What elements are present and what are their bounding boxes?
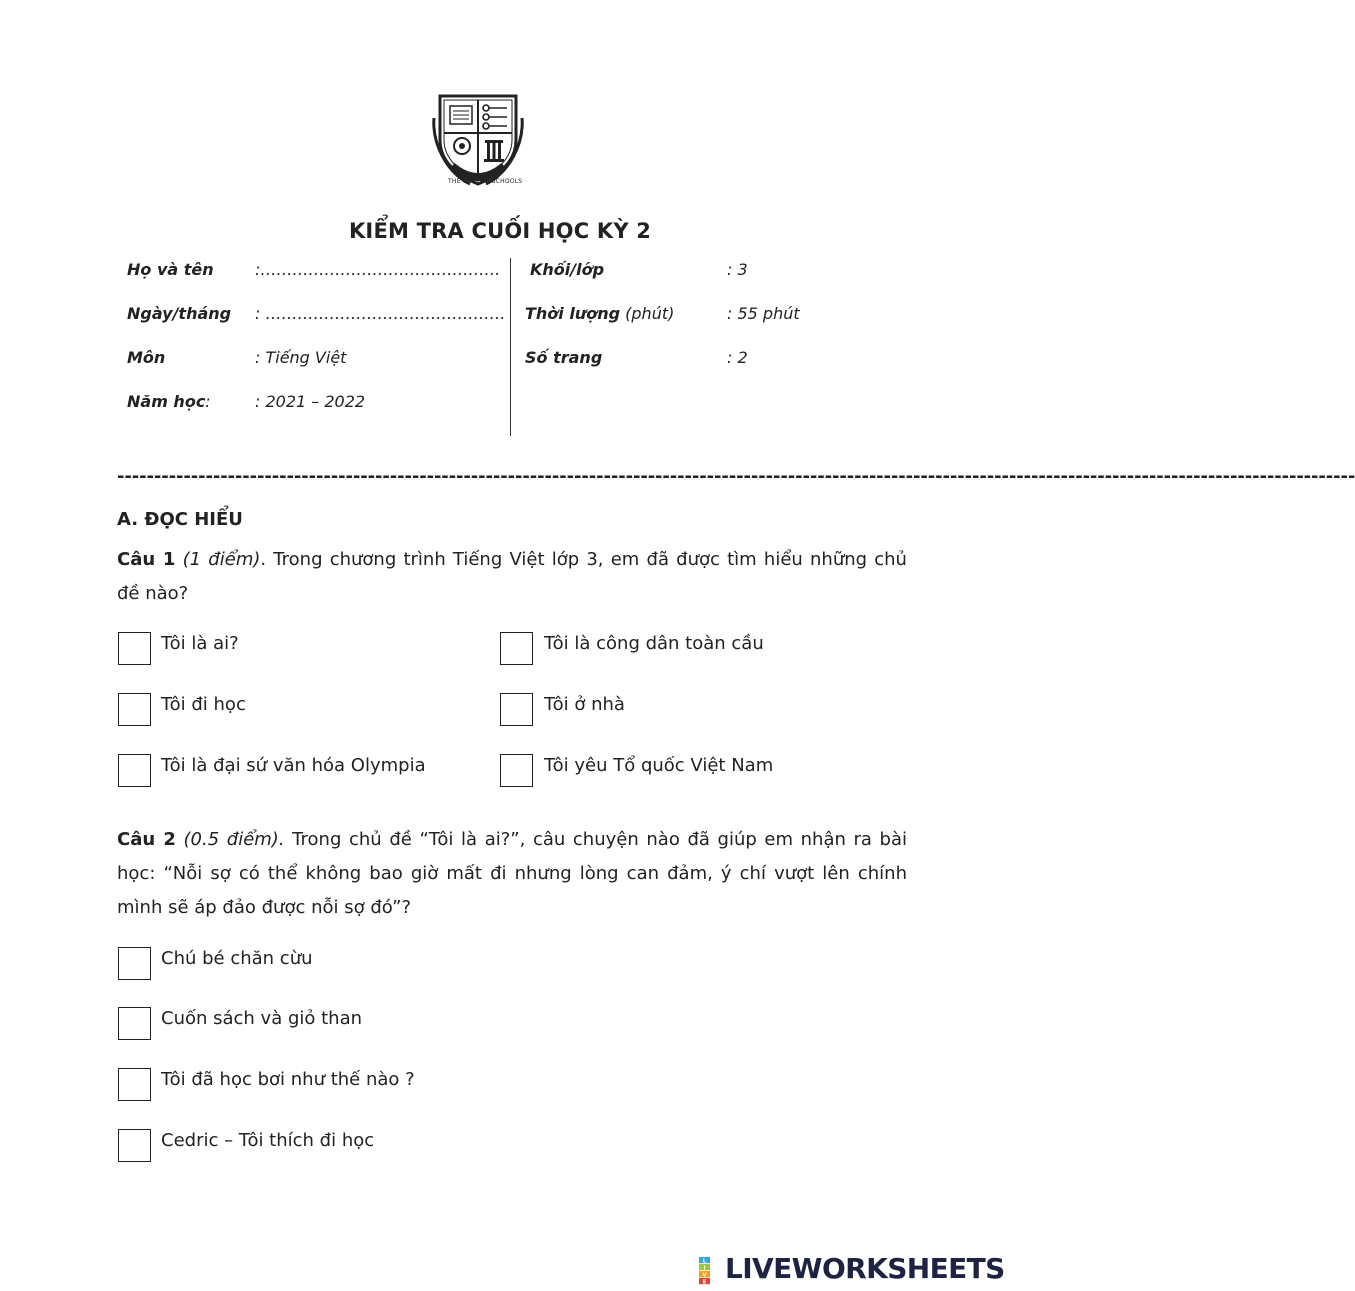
q1-option-3-checkbox[interactable] [118,693,151,726]
subject-value: : Tiếng Việt [255,348,347,367]
question-2-label: Câu 2 [117,829,176,850]
section-a-title: A. ĐỌC HIỂU [117,509,243,530]
pages-label: Số trang [525,348,603,367]
year-value: : 2021 – 2022 [255,392,366,411]
q1-option-1-label: Tôi là ai? [161,633,239,654]
q2-option-1-checkbox[interactable] [118,947,151,980]
q1-option-4-label: Tôi ở nhà [544,694,625,715]
svg-text:I: I [703,1265,706,1272]
exam-title: KIỂM TRA CUỐI HỌC KỲ 2 [348,219,652,243]
q2-option-2-label: Cuốn sách và giỏ than [161,1008,363,1029]
q1-option-3-label: Tôi đi học [161,694,246,715]
school-crest-logo [430,88,526,188]
svg-text:E: E [702,1279,707,1286]
subject-label: Môn [127,348,166,367]
year-label: Năm học: [127,392,211,411]
question-1-label: Câu 1 [117,549,176,570]
q1-option-4-checkbox[interactable] [500,693,533,726]
q1-option-2-checkbox[interactable] [500,632,533,665]
q2-option-1-label: Chú bé chăn cừu [161,948,313,969]
pages-value: : 2 [727,348,748,367]
question-1-text: Câu 1 (1 điểm). Trong chương trình Tiếng Việt lớp 3, em đã được tìm hiểu những chủ đề nào? [117,549,907,604]
q2-option-4-checkbox[interactable] [118,1129,151,1162]
liveworksheets-icon [697,1256,723,1286]
crest-label: THE OLYMPIA SCHOOLS [448,178,523,185]
q2-option-4-label: Cedric – Tôi thích đi học [161,1130,375,1151]
q1-option-5-checkbox[interactable] [118,754,151,787]
logo-tile-e [699,1278,710,1285]
q2-option-2-checkbox[interactable] [118,1007,151,1040]
question-2-points: (0.5 điểm). [183,829,285,850]
name-field[interactable]: :……………………………………… [255,260,501,279]
svg-text:V: V [702,1272,707,1279]
dashed-divider: ------------------------------------------------------------------------------------------------------------------------------------------------------------------------ [117,466,1355,487]
q2-option-3-checkbox[interactable] [118,1068,151,1101]
name-label: Họ và tên [127,260,214,279]
q1-option-6-checkbox[interactable] [500,754,533,787]
q1-option-1-checkbox[interactable] [118,632,151,665]
date-label: Ngày/tháng [127,304,232,323]
question-2-text: Câu 2 (0.5 điểm). Trong chủ đề “Tôi là ai?”, câu chuyện nào đã giúp em nhận ra bài học: “Nỗi sợ có thể không bao giờ mất đi nhưng lòng can đảm, ý chí vượt lên chính mình sẽ áp đảo được nỗi sợ đó”? [117,829,908,918]
grade-value: : 3 [727,260,748,279]
q1-option-2-label: Tôi là công dân toàn cầu [544,633,764,654]
q1-option-5-label: Tôi là đại sứ văn hóa Olympia [161,755,426,776]
logo-tile-l [699,1257,710,1264]
duration-value: : 55 phút [727,304,800,323]
q1-option-6-label: Tôi yêu Tổ quốc Việt Nam [544,755,774,776]
info-divider-line [510,258,511,436]
logo-tile-v [699,1271,710,1278]
svg-text:L: L [702,1258,707,1265]
date-field[interactable]: : ……………………………………… [255,304,506,323]
grade-label: Khối/lớp [530,260,605,279]
question-1-points: (1 điểm) [182,549,261,570]
q2-option-3-label: Tôi đã học bơi như thế nào ? [161,1069,415,1090]
duration-label: Thời lượng (phút) [525,304,675,323]
logo-tile-i [699,1264,710,1271]
liveworksheets-brand-text: LIVEWORKSHEETS [725,1252,1005,1285]
